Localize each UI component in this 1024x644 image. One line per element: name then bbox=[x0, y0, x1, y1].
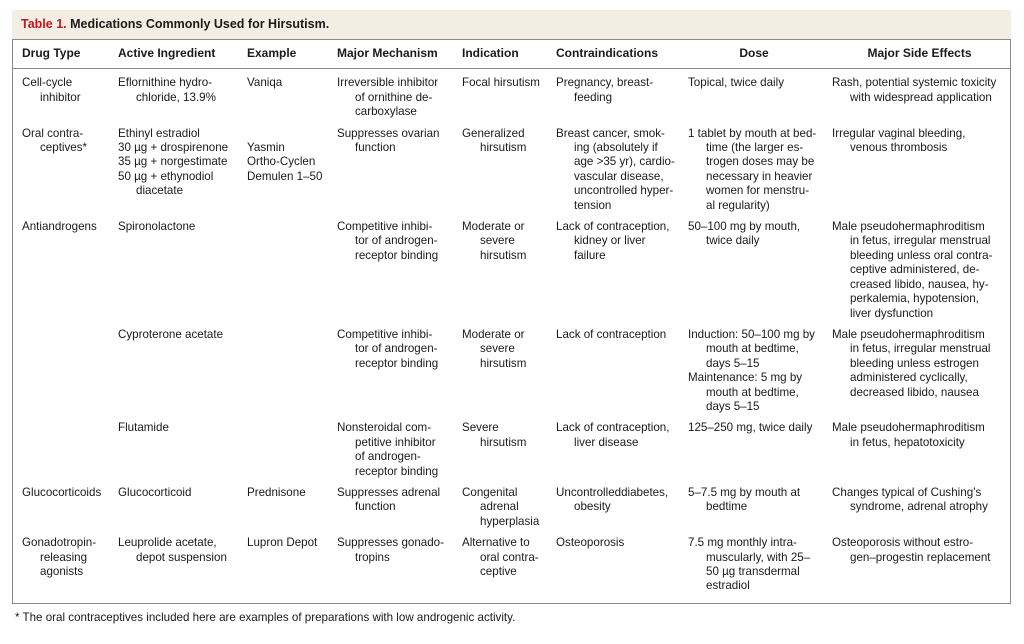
header-example: Example bbox=[247, 46, 297, 60]
cell-line: creased libido, nausea, hy- bbox=[850, 277, 989, 291]
cell-line: in fetus, irregular menstrual bbox=[850, 234, 991, 248]
indication-cell bbox=[453, 414, 547, 479]
cell-line: kidney or liver bbox=[574, 234, 646, 248]
dose-cell bbox=[679, 414, 823, 479]
cell-line: estradiol bbox=[706, 579, 750, 593]
indication-cell bbox=[453, 479, 547, 529]
cell-line: 125–250 mg, twice daily bbox=[688, 421, 813, 435]
cell-line: petitive inhibitor bbox=[355, 435, 436, 449]
example-cell bbox=[238, 69, 328, 120]
mechanism-cell bbox=[328, 321, 453, 414]
cell-line: ing (absolutely if bbox=[574, 141, 658, 155]
table-title-bar bbox=[12, 10, 1011, 40]
cell-line: Lack of contraception, bbox=[556, 421, 670, 435]
cell-line: liver disease bbox=[574, 435, 639, 449]
side-effects-cell bbox=[823, 69, 1010, 120]
header-drug-type: Drug Type bbox=[22, 46, 81, 60]
cell-line bbox=[247, 220, 325, 234]
cell-line: receptor binding bbox=[355, 464, 439, 478]
example-cell bbox=[238, 321, 328, 414]
cell-line: 50 µg + ethynodiol bbox=[118, 169, 214, 183]
cell-line: in fetus, hepatotoxicity bbox=[850, 435, 965, 449]
cell-line: Severe bbox=[462, 421, 499, 435]
cell-line: Suppresses adrenal bbox=[337, 485, 441, 499]
cell-line: ceptive administered, de- bbox=[850, 263, 980, 277]
cell-line: days 5–15 bbox=[706, 399, 760, 413]
cell-line bbox=[247, 328, 325, 342]
cell-line: inhibitor bbox=[40, 90, 81, 104]
cell-line: Pregnancy, breast- bbox=[556, 76, 654, 90]
table-row bbox=[13, 213, 1010, 321]
cell-line: Changes typical of Cushing’s bbox=[832, 485, 982, 499]
side-effects-cell bbox=[823, 120, 1010, 213]
cell-line: Yasmin bbox=[247, 141, 285, 155]
cell-line: women for menstru- bbox=[706, 184, 810, 198]
header-major-mechanism: Major Mechanism bbox=[337, 46, 438, 60]
table-label: Table 1. bbox=[21, 17, 67, 31]
cell-line: Cell-cycle bbox=[22, 76, 73, 90]
cell-line: diacetate bbox=[136, 184, 184, 198]
example-cell bbox=[238, 529, 328, 594]
cell-line: Lack of contraception bbox=[556, 327, 667, 341]
drug-type-cell bbox=[13, 321, 109, 414]
cell-line: carboxylase bbox=[355, 105, 417, 119]
contraindications-cell bbox=[547, 414, 679, 479]
cell-line: Lupron Depot bbox=[247, 536, 318, 550]
cell-line: 7.5 mg monthly intra- bbox=[688, 536, 797, 550]
cell-line: hirsutism bbox=[480, 248, 527, 262]
active-ingredient-cell bbox=[109, 479, 238, 529]
dose-cell bbox=[679, 529, 823, 594]
cell-line: bleeding unless oral contra- bbox=[850, 248, 993, 262]
cell-line: Gonadotropin- bbox=[22, 536, 97, 550]
active-ingredient-cell bbox=[109, 213, 238, 321]
drug-type-cell bbox=[13, 529, 109, 594]
cell-line: uncontrolled hyper- bbox=[574, 184, 674, 198]
cell-line: Glucocorticoid bbox=[118, 485, 192, 499]
cell-line: Osteoporosis without estro- bbox=[832, 536, 974, 550]
cell-line: Antiandrogens bbox=[22, 220, 97, 234]
cell-line: 35 µg + norgestimate bbox=[118, 155, 228, 169]
drug-type-cell bbox=[13, 69, 109, 120]
side-effects-cell bbox=[823, 529, 1010, 594]
cell-line: releasing bbox=[40, 550, 88, 564]
contraindications-cell bbox=[547, 479, 679, 529]
cell-line: Suppresses ovarian bbox=[337, 126, 440, 140]
table-row bbox=[13, 120, 1010, 213]
cell-line: mouth at bedtime, bbox=[706, 342, 799, 356]
cell-line: Irregular vaginal bleeding, bbox=[832, 126, 966, 140]
cell-line: 1 tablet by mouth at bed- bbox=[688, 126, 817, 140]
table-row bbox=[13, 529, 1010, 594]
cell-line: gen–progestin replacement bbox=[850, 550, 991, 564]
cell-line: Demulen 1–50 bbox=[247, 169, 323, 183]
header-major-side-effects: Major Side Effects bbox=[867, 46, 972, 60]
cell-line: days 5–15 bbox=[706, 356, 760, 370]
indication-cell bbox=[453, 529, 547, 594]
cell-line: hyperplasia bbox=[480, 514, 540, 528]
cell-line: Induction: 50–100 mg by bbox=[688, 327, 815, 341]
cell-line: feeding bbox=[574, 90, 613, 104]
cell-line: severe bbox=[480, 234, 515, 248]
cell-line: decreased libido, nausea bbox=[850, 385, 979, 399]
mechanism-cell bbox=[328, 120, 453, 213]
cell-line: Prednisone bbox=[247, 485, 306, 499]
cell-line: oral contra- bbox=[480, 550, 539, 564]
drug-type-cell bbox=[13, 479, 109, 529]
cell-line: adrenal bbox=[480, 500, 519, 514]
side-effects-cell bbox=[823, 414, 1010, 479]
indication-cell bbox=[453, 69, 547, 120]
mechanism-cell bbox=[328, 213, 453, 321]
cell-line: age >35 yr), cardio- bbox=[574, 155, 675, 169]
mechanism-cell bbox=[328, 414, 453, 479]
cell-line: 30 µg + drospirenone bbox=[118, 141, 229, 155]
table-row bbox=[13, 479, 1010, 529]
side-effects-cell bbox=[823, 213, 1010, 321]
cell-line: receptor binding bbox=[355, 248, 439, 262]
cell-line: tension bbox=[574, 198, 612, 212]
cell-line: Nonsteroidal com- bbox=[337, 421, 432, 435]
cell-line: Moderate or bbox=[462, 220, 525, 234]
contraindications-cell bbox=[547, 120, 679, 213]
cell-line: tor of androgen- bbox=[355, 234, 438, 248]
dose-cell bbox=[679, 213, 823, 321]
mechanism-cell bbox=[328, 479, 453, 529]
dose-cell bbox=[679, 479, 823, 529]
cell-line: 50 µg transdermal bbox=[706, 565, 800, 578]
cell-line: twice daily bbox=[706, 234, 760, 248]
cell-line: Irreversible inhibitor bbox=[337, 76, 439, 90]
cell-line: Rash, potential systemic toxicity bbox=[832, 76, 997, 90]
cell-line: Uncontrolleddiabetes, bbox=[556, 485, 669, 499]
cell-line: obesity bbox=[574, 500, 611, 514]
cell-line: syndrome, adrenal atrophy bbox=[850, 500, 988, 514]
cell-line bbox=[247, 127, 325, 141]
cell-line: function bbox=[355, 500, 396, 514]
cell-line: Spironolactone bbox=[118, 220, 196, 234]
table-row bbox=[13, 321, 1010, 414]
dose-cell bbox=[679, 321, 823, 414]
cell-line: Oral contra- bbox=[22, 126, 84, 140]
cell-line: perkalemia, hypotension, bbox=[850, 292, 979, 306]
cell-line: failure bbox=[574, 248, 606, 262]
cell-line: severe bbox=[480, 342, 515, 356]
example-cell bbox=[238, 479, 328, 529]
cell-line bbox=[247, 421, 325, 435]
cell-line: Maintenance: 5 mg by bbox=[688, 371, 803, 385]
cell-line: of ornithine de- bbox=[355, 90, 433, 104]
cell-line: necessary in heavier bbox=[706, 169, 813, 183]
cell-line: Cyproterone acetate bbox=[118, 327, 224, 341]
table-title: Medications Commonly Used for Hirsutism. bbox=[70, 17, 330, 31]
cell-line: Male pseudohermaphroditism bbox=[832, 421, 985, 435]
cell-line: trogen doses may be bbox=[706, 155, 815, 169]
cell-line: mouth at bedtime, bbox=[706, 385, 799, 399]
contraindications-cell bbox=[547, 69, 679, 120]
cell-line: Vaniqa bbox=[247, 76, 283, 90]
cell-line: Lack of contraception, bbox=[556, 220, 670, 234]
header-contraindications: Contraindications bbox=[556, 46, 659, 60]
cell-line: Congenital bbox=[462, 485, 518, 499]
cell-line: venous thrombosis bbox=[850, 141, 948, 155]
table-footnote: * The oral contraceptives included here are examples of preparations with low androgenic activity. bbox=[15, 611, 516, 624]
active-ingredient-cell bbox=[109, 529, 238, 594]
cell-line: bedtime bbox=[706, 500, 748, 514]
drug-type-cell bbox=[13, 414, 109, 479]
cell-line: Breast cancer, smok- bbox=[556, 126, 665, 140]
cell-line: Moderate or bbox=[462, 327, 525, 341]
table-header-row bbox=[13, 41, 1010, 69]
active-ingredient-cell bbox=[109, 120, 238, 213]
side-effects-cell bbox=[823, 479, 1010, 529]
cell-line: depot suspension bbox=[136, 550, 227, 564]
contraindications-cell bbox=[547, 529, 679, 594]
cell-line: tor of androgen- bbox=[355, 342, 438, 356]
cell-line: Competitive inhibi- bbox=[337, 220, 433, 234]
cell-line: Osteoporosis bbox=[556, 536, 625, 550]
cell-line: Eflornithine hydro- bbox=[118, 76, 213, 90]
cell-line: bleeding unless estrogen bbox=[850, 356, 979, 370]
indication-cell bbox=[453, 120, 547, 213]
cell-line: 50–100 mg by mouth, bbox=[688, 220, 801, 234]
cell-line: ceptives* bbox=[40, 141, 88, 155]
cell-line: administered cyclically, bbox=[850, 371, 968, 385]
cell-line: hirsutism bbox=[480, 356, 527, 370]
header-active-ingredient: Active Ingredient bbox=[118, 46, 216, 60]
table-row bbox=[13, 414, 1010, 479]
cell-line: Male pseudohermaphroditism bbox=[832, 327, 985, 341]
cell-line: receptor binding bbox=[355, 356, 439, 370]
cell-line: Alternative to bbox=[462, 536, 530, 550]
cell-line: Ethinyl estradiol bbox=[118, 126, 200, 140]
cell-line: agonists bbox=[40, 565, 84, 578]
cell-line: in fetus, irregular menstrual bbox=[850, 342, 991, 356]
example-cell bbox=[238, 120, 328, 213]
indication-cell bbox=[453, 321, 547, 414]
mechanism-cell bbox=[328, 69, 453, 120]
header-dose: Dose bbox=[739, 46, 769, 60]
cell-line: of androgen- bbox=[355, 450, 421, 464]
cell-line: 5–7.5 mg by mouth at bbox=[688, 485, 801, 499]
mechanism-cell bbox=[328, 529, 453, 594]
cell-line bbox=[22, 421, 106, 435]
cell-line: Ortho-Cyclen bbox=[247, 155, 316, 169]
cell-line: Generalized bbox=[462, 126, 525, 140]
cell-line: ceptive bbox=[480, 565, 517, 578]
side-effects-cell bbox=[823, 321, 1010, 414]
drug-type-cell bbox=[13, 120, 109, 213]
cell-line: Flutamide bbox=[118, 421, 169, 435]
cell-line: tropins bbox=[355, 550, 390, 564]
cell-line: Focal hirsutism bbox=[462, 76, 540, 90]
contraindications-cell bbox=[547, 213, 679, 321]
cell-line: al regularity) bbox=[706, 198, 770, 212]
cell-line bbox=[22, 328, 106, 342]
cell-line: hirsutism bbox=[480, 141, 527, 155]
table-body bbox=[13, 69, 1010, 594]
contraindications-cell bbox=[547, 321, 679, 414]
dose-cell bbox=[679, 69, 823, 120]
active-ingredient-cell bbox=[109, 414, 238, 479]
cell-line: Male pseudohermaphroditism bbox=[832, 220, 985, 234]
cell-line: Suppresses gonado- bbox=[337, 536, 444, 550]
dose-cell bbox=[679, 120, 823, 213]
cell-line: muscularly, with 25– bbox=[706, 550, 811, 564]
active-ingredient-cell bbox=[109, 69, 238, 120]
cell-line: hirsutism bbox=[480, 435, 527, 449]
cell-line: Glucocorticoids bbox=[22, 485, 102, 499]
indication-cell bbox=[453, 213, 547, 321]
drug-type-cell bbox=[13, 213, 109, 321]
header-indication: Indication bbox=[462, 46, 519, 60]
example-cell bbox=[238, 213, 328, 321]
cell-line: time (the larger es- bbox=[706, 141, 804, 155]
medications-table bbox=[13, 41, 1010, 594]
cell-line: Competitive inhibi- bbox=[337, 327, 433, 341]
cell-line: with widespread application bbox=[850, 90, 992, 104]
example-cell bbox=[238, 414, 328, 479]
cell-line: Topical, twice daily bbox=[688, 76, 785, 90]
table-row bbox=[13, 69, 1010, 120]
cell-line: vascular disease, bbox=[574, 169, 664, 183]
active-ingredient-cell bbox=[109, 321, 238, 414]
cell-line: Leuprolide acetate, bbox=[118, 536, 217, 550]
cell-line: liver dysfunction bbox=[850, 306, 934, 320]
cell-line: chloride, 13.9% bbox=[136, 90, 216, 104]
cell-line: function bbox=[355, 141, 396, 155]
